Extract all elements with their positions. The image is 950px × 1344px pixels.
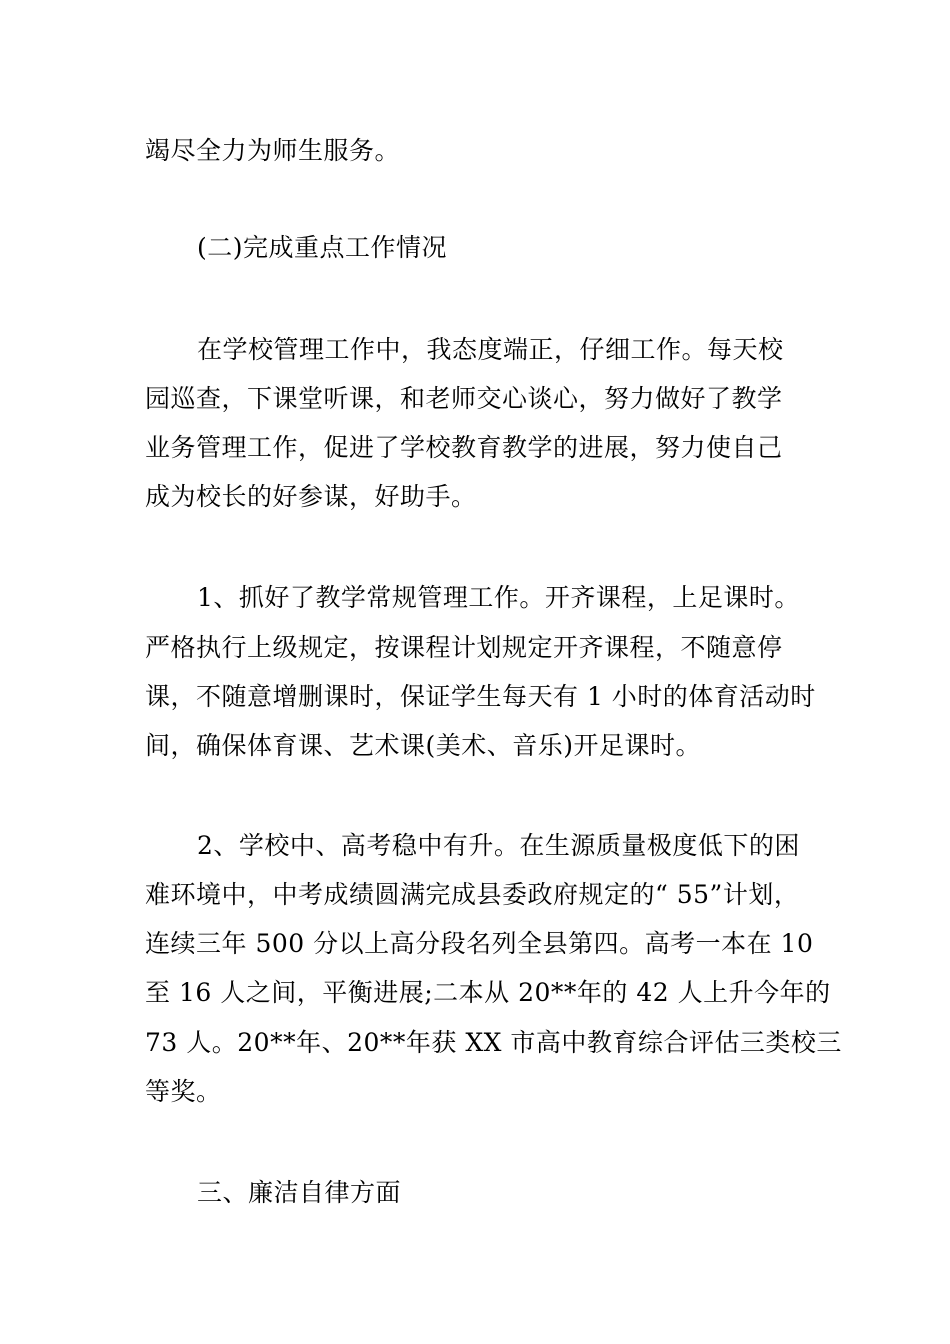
text-line: 难环境中，中考成绩圆满完成县委政府规定的“ 55”计划，: [145, 880, 800, 909]
text-line: 园巡查，下课堂听课，和老师交心谈心，努力做好了教学: [145, 384, 783, 413]
text-line: 73 人。20**年、20**年获 XX 市高中教育综合评估三类校三: [145, 1028, 842, 1057]
section-heading: 三、廉洁自律方面: [197, 1178, 402, 1207]
text-line: 成为校长的好参谋，好助手。: [145, 482, 477, 511]
text-line: 等奖。: [145, 1077, 222, 1106]
section-heading: (二)完成重点工作情况: [197, 233, 448, 262]
text-line: 竭尽全力为师生服务。: [145, 136, 401, 165]
text-line: 间，确保体育课、艺术课(美术、音乐)开足课时。: [145, 731, 702, 760]
text-line: 至 16 人之间，平衡进展;二本从 20**年的 42 人上升今年的: [145, 978, 831, 1007]
text-line: 严格执行上级规定，按课程计划规定开齐课程，不随意停: [145, 633, 783, 662]
text-line: 业务管理工作，促进了学校教育教学的进展，努力使自己: [145, 433, 783, 462]
text-line: 课，不随意增删课时，保证学生每天有 1 小时的体育活动时: [145, 682, 816, 711]
text-line: 2、学校中、高考稳中有升。在生源质量极度低下的困: [197, 831, 800, 860]
text-line: 连续三年 500 分以上高分段名列全县第四。高考一本在 10: [145, 929, 814, 958]
text-line: 1、抓好了教学常规管理工作。开齐课程，上足课时。: [197, 583, 800, 612]
text-line: 在学校管理工作中，我态度端正，仔细工作。每天校: [197, 335, 784, 364]
